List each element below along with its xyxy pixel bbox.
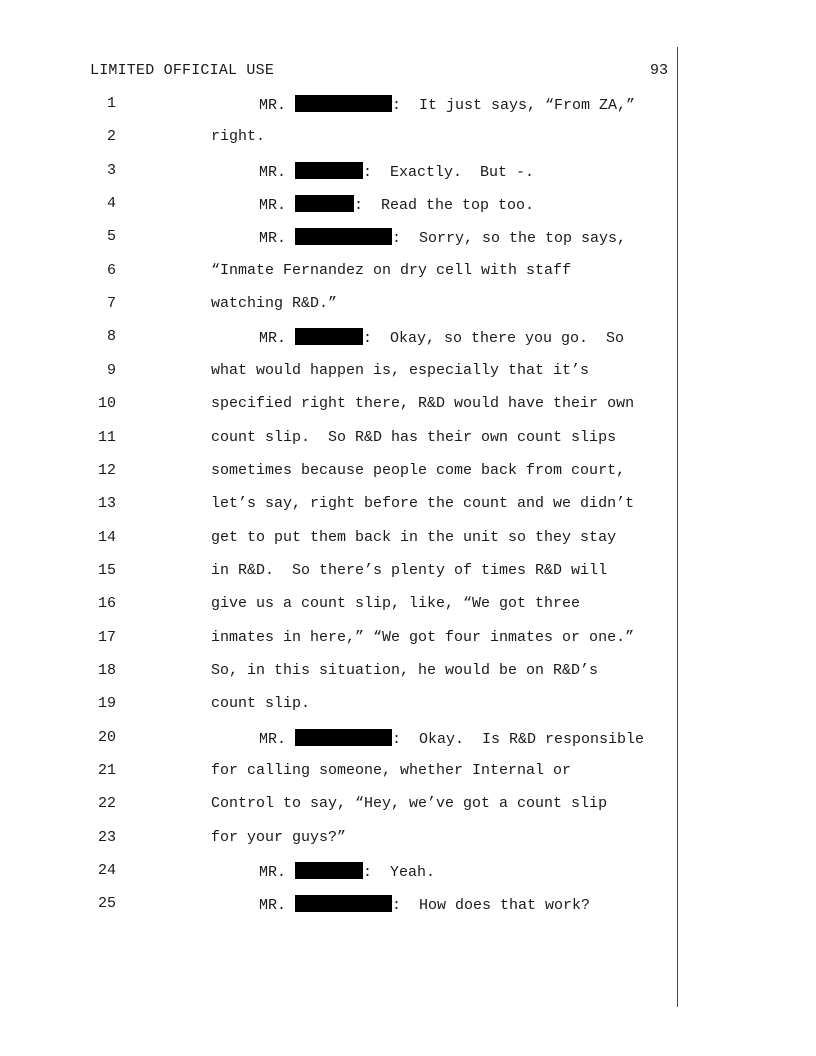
line-text: get to put them back in the unit so they stay [211,528,617,546]
speaker-prefix: MR. [259,864,296,882]
line-number: 21 [97,762,116,779]
line-text: in R&D. So there’s plenty of times R&D will [211,561,608,579]
line-number: 11 [97,428,116,446]
line-number: 17 [97,628,116,646]
speaker-text: : How does that work? [392,897,591,915]
line-number: 22 [97,795,116,813]
speaker-text: : Read the top too. [354,197,535,215]
transcript-line [0,795,670,817]
redaction-bar [295,729,392,746]
line-number: 20 [97,728,116,746]
transcript-line [0,495,670,517]
line-number: 25 [97,895,116,913]
line-text: what would happen is, especially that it’s [211,361,590,379]
speaker-text: : Okay. Is R&D responsible [392,730,645,748]
line-text: So, in this situation, he would be on R&D’s [211,661,599,679]
speaker-prefix: MR. [259,197,296,215]
speaker-prefix: MR. [259,97,296,114]
speaker-text: : Exactly. But -. [363,163,535,181]
redaction-bar [295,95,392,112]
speaker-prefix: MR. [259,330,296,348]
line-number: 3 [106,161,116,179]
line-number: 15 [97,561,116,579]
transcript-line [0,762,670,784]
line-number: 8 [106,328,116,346]
speaker-line [259,195,534,214]
line-text: for calling someone, whether Internal or [211,762,572,779]
redaction-bar [295,895,392,912]
redaction-bar [295,195,354,212]
redaction-bar [295,228,392,245]
transcript-line [0,262,670,284]
transcript-line [0,862,670,884]
speaker-text: : Sorry, so the top says, [392,230,627,248]
line-text: give us a count slip, like, “We got three [211,595,581,613]
classification-header: LIMITED OFFICIAL USE [90,62,275,79]
speaker-line [259,228,626,247]
transcript-line [0,162,670,184]
speaker-prefix: MR. [259,230,296,248]
speaker-line [259,729,644,748]
transcript-line [0,95,670,117]
speaker-text: : Yeah. [363,864,436,882]
line-number: 18 [97,661,116,679]
transcript-line [0,829,670,851]
line-text: let’s say, right before the count and we didn’t [211,495,635,513]
line-number: 14 [97,528,116,546]
line-number: 5 [106,228,116,246]
transcript-line [0,662,670,684]
line-number: 9 [106,361,116,379]
transcript-line [0,429,670,451]
speaker-line [259,328,624,347]
line-number: 6 [106,261,116,279]
transcript-line [0,362,670,384]
line-number: 1 [106,95,116,112]
redaction-bar [295,162,363,179]
line-number: 23 [97,828,116,846]
line-number: 13 [97,495,116,513]
redaction-bar [295,862,363,879]
line-number: 4 [106,195,116,213]
transcript-line [0,328,670,350]
line-text: watching R&D.” [211,295,338,313]
transcript-line [0,595,670,617]
line-text: for your guys?” [211,828,347,846]
speaker-prefix: MR. [259,897,296,915]
transcript-line [0,562,670,584]
speaker-line [259,162,534,181]
line-number: 12 [97,461,116,479]
line-text: Control to say, “Hey, we’ve got a count slip [211,795,608,813]
speaker-line [259,895,590,914]
transcript-line [0,629,670,651]
line-number: 2 [106,128,116,146]
page-number: 93 [650,62,669,79]
speaker-prefix: MR. [259,163,296,181]
redaction-bar [295,328,363,345]
margin-rule [677,47,678,1007]
transcript-line [0,462,670,484]
speaker-line [259,95,635,114]
transcript-line [0,695,670,717]
transcript-line [0,128,670,150]
speaker-text: : Okay, so there you go. So [363,330,625,348]
line-number: 16 [97,595,116,613]
line-number: 19 [97,695,116,713]
line-text: right. [211,128,266,146]
transcript-line [0,228,670,250]
transcript-line [0,895,670,917]
transcript-line [0,395,670,417]
line-number: 7 [106,295,116,313]
transcript-line [0,195,670,217]
line-text: “Inmate Fernandez on dry cell with staff [211,261,572,279]
line-text: count slip. So R&D has their own count slips [211,428,617,446]
line-number: 10 [97,395,116,413]
transcript-line [0,529,670,551]
line-text: specified right there, R&D would have their own [211,395,635,413]
transcript-line [0,295,670,317]
line-number: 24 [97,862,116,880]
line-text: count slip. [211,695,311,713]
speaker-text: : It just says, “From ZA,” [392,97,636,114]
speaker-line [259,862,435,881]
speaker-prefix: MR. [259,730,296,748]
transcript-line [0,729,670,751]
line-text: inmates in here,” “We got four inmates or one.” [211,628,635,646]
line-text: sometimes because people come back from court, [211,461,626,479]
